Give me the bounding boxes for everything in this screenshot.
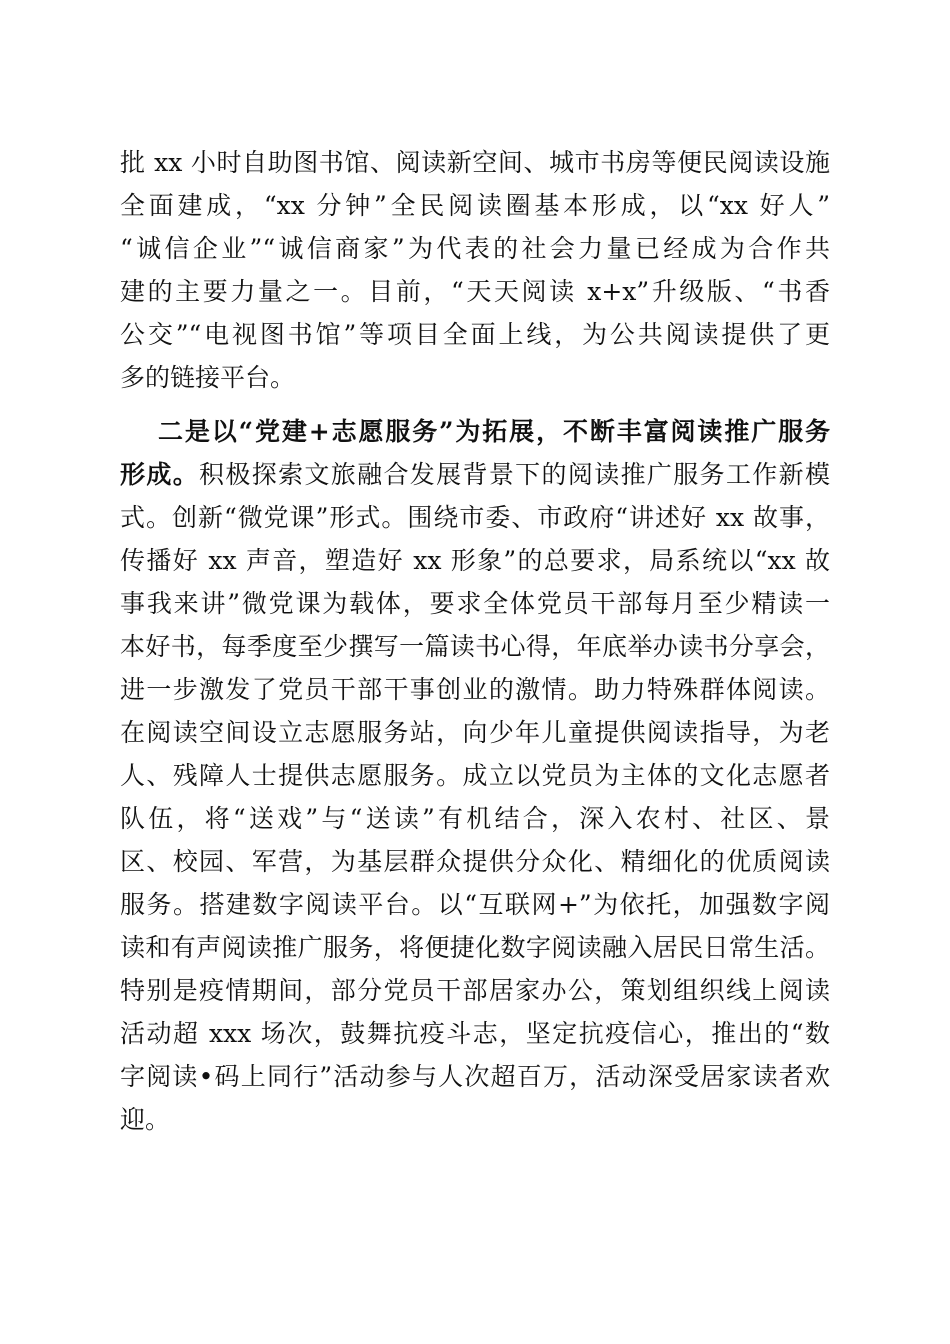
- text-line: 读和有声阅读推广服务，将便捷化数字阅读融入居民日常生活。: [120, 933, 830, 962]
- text-line: 多的链接平台。: [120, 363, 296, 392]
- text-line-rest: 积极探索文旅融合发展背景下的阅读推广服务工作新模: [199, 460, 830, 489]
- paragraph-heading-tail: 形成。: [120, 460, 200, 489]
- text-line: 字阅读•码上同行”活动参与人次超百万，活动深受居家读者欢: [120, 1062, 830, 1091]
- text-line: 区、校园、军营，为基层群众提供分众化、精细化的优质阅读: [120, 847, 830, 876]
- text-line: 本好书，每季度至少撰写一篇读书心得，年底举办读书分享会，: [120, 632, 830, 661]
- text-line: 公交”“电视图书馆”等项目全面上线，为公共阅读提供了更: [120, 320, 830, 349]
- text-line: [120, 459, 830, 491]
- text-line: 传播好 xx 声音，塑造好 xx 形象”的总要求，局系统以“xx 故: [120, 546, 830, 575]
- text-line: 建的主要力量之一。目前，“天天阅读 x+x”升级版、“书香: [120, 277, 830, 306]
- text-line: 在阅读空间设立志愿服务站，向少年儿童提供阅读指导，为老: [120, 718, 830, 747]
- text-line: 批 xx 小时自助图书馆、阅读新空间、城市书房等便民阅读设施: [120, 148, 830, 177]
- text-line: 特别是疫情期间，部分党员干部居家办公，策划组织线上阅读: [120, 976, 830, 1005]
- text-line: 式。创新“微党课”形式。围绕市委、市政府“讲述好 xx 故事，: [120, 503, 830, 532]
- paragraph-heading-line: 二是以“党建+志愿服务”为拓展，不断丰富阅读推广服务: [158, 417, 830, 446]
- text-line: 全面建成，“xx 分钟”全民阅读圈基本形成，以“xx 好人”: [120, 191, 830, 220]
- text-line: 服务。搭建数字阅读平台。以“互联网+”为依托，加强数字阅: [120, 890, 830, 919]
- text-line: 进一步激发了党员干部干事创业的激情。助力特殊群体阅读。: [120, 675, 830, 704]
- text-line: 事我来讲”微党课为载体，要求全体党员干部每月至少精读一: [120, 589, 830, 618]
- text-line: 迎。: [120, 1105, 171, 1134]
- text-line: 人、残障人士提供志愿服务。成立以党员为主体的文化志愿者: [120, 761, 830, 790]
- text-line: “诚信企业”“诚信商家”为代表的社会力量已经成为合作共: [120, 234, 830, 263]
- text-line: 队伍，将“送戏”与“送读”有机结合，深入农村、社区、景: [120, 804, 830, 833]
- text-line: 活动超 xxx 场次，鼓舞抗疫斗志，坚定抗疫信心，推出的“数: [120, 1019, 830, 1048]
